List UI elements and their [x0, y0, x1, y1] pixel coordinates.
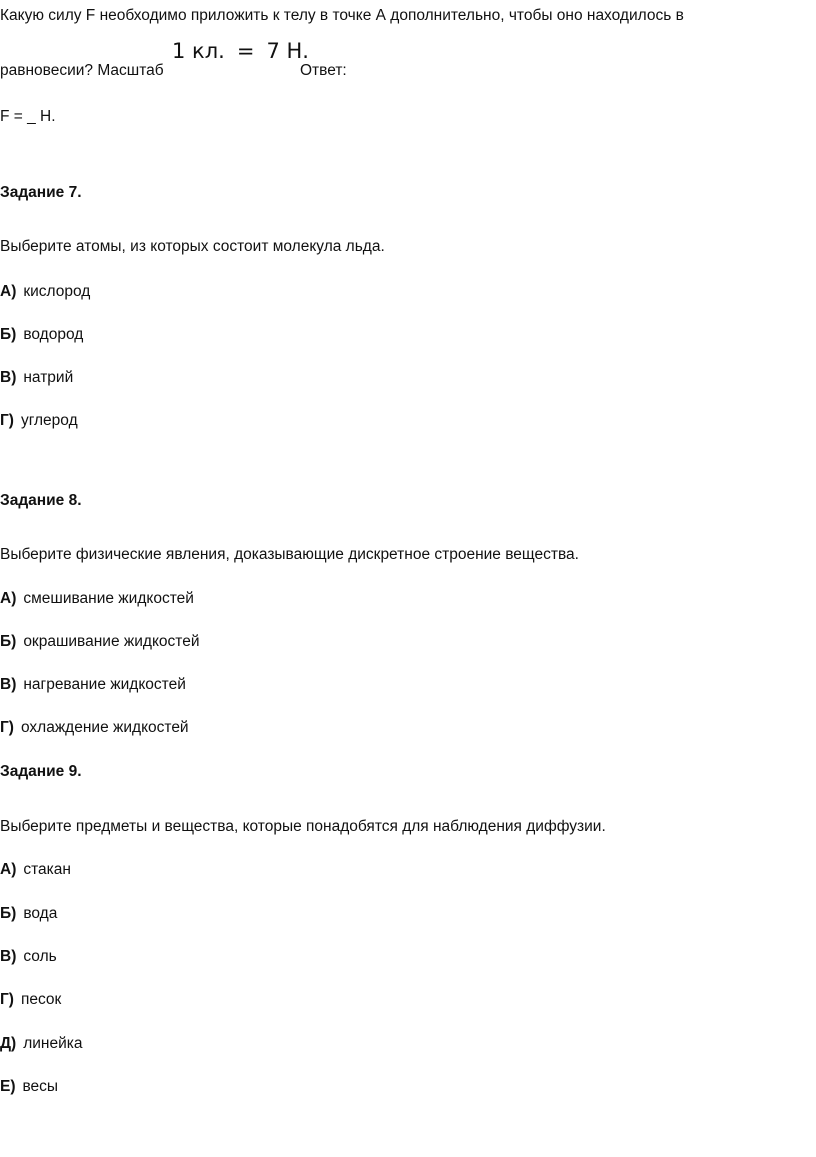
task9-option-b — [0, 904, 57, 924]
option-text: соль — [23, 948, 57, 965]
option-letter: Б) — [0, 905, 17, 922]
task9-title: Задание 9. — [0, 763, 82, 780]
task9-option-f — [0, 1077, 58, 1097]
option-text: смешивание жидкостей — [23, 590, 194, 607]
option-text: натрий — [23, 369, 74, 386]
option-text: кислород — [23, 283, 91, 300]
option-letter: В) — [0, 369, 17, 386]
scale-right: 7 Н. — [266, 39, 309, 63]
task9-question: Выберите предметы и вещества, которые понадобятся для наблюдения диффузии. — [0, 818, 606, 835]
option-letter: Е) — [0, 1078, 16, 1095]
option-letter: Д) — [0, 1035, 17, 1052]
option-letter: А) — [0, 283, 17, 300]
task7-option-b — [0, 325, 83, 345]
task7-title: Задание 7. — [0, 184, 82, 201]
task8-title: Задание 8. — [0, 492, 82, 509]
option-text: водород — [23, 326, 84, 343]
option-letter: А) — [0, 861, 17, 878]
question-text-continued — [0, 61, 164, 81]
option-letter: Г) — [0, 719, 14, 736]
answer-label: Ответ: — [300, 62, 347, 79]
task9-option-d — [0, 990, 61, 1010]
option-letter: Б) — [0, 633, 17, 650]
task7-option-d — [0, 411, 78, 431]
option-letter: В) — [0, 676, 17, 693]
task9-option-e — [0, 1034, 83, 1054]
scale-equals: = — [236, 39, 255, 63]
option-text: весы — [22, 1078, 59, 1095]
task7-option-a — [0, 282, 90, 302]
option-text: углерод — [20, 412, 78, 429]
scale-left: 1 кл. — [172, 39, 225, 63]
option-letter: А) — [0, 590, 17, 607]
task8-question: Выберите физические явления, доказывающие дискретное строение вещества. — [0, 546, 579, 563]
option-text: охлаждение жидкостей — [20, 719, 189, 736]
task7-question: Выберите атомы, из которых состоит молекула льда. — [0, 238, 385, 255]
task8-option-b — [0, 632, 199, 652]
option-text: песок — [20, 991, 62, 1008]
task8-option-a — [0, 589, 194, 609]
scale-label: равновесии? Масштаб — [0, 62, 164, 79]
option-text: вода — [23, 905, 58, 922]
task9-option-a — [0, 860, 71, 880]
task8-option-c — [0, 675, 186, 695]
scale-formula — [172, 38, 309, 64]
question-text: Какую силу F необходимо приложить к телу в точке А дополнительно, чтобы оно находилось в — [0, 7, 684, 24]
option-text: стакан — [23, 861, 71, 878]
task7-option-c — [0, 368, 73, 388]
option-letter: В) — [0, 948, 17, 965]
option-letter: Б) — [0, 326, 17, 343]
option-text: линейка — [23, 1035, 83, 1052]
task9-option-c — [0, 947, 57, 967]
option-text: окрашивание жидкостей — [23, 633, 200, 650]
option-text: нагревание жидкостей — [23, 676, 186, 693]
option-letter: Г) — [0, 412, 14, 429]
task8-option-d — [0, 718, 189, 738]
answer-line: F = _ Н. — [0, 108, 56, 125]
option-letter: Г) — [0, 991, 14, 1008]
